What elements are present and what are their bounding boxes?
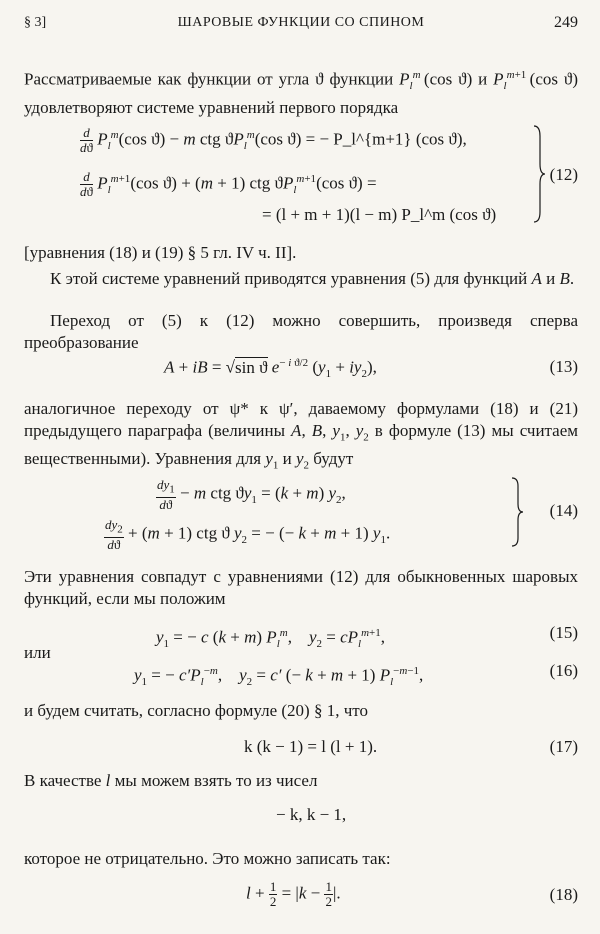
equation-15: $y_1$ = − c (k + m) $P_l^m$, $y_2 = cP_l^{m+1}$, [156, 627, 386, 651]
paragraph-1: Рассматриваемые как функции от угла ϑ функции $P_l^m$ (cos ϑ) и $P_l^{m+1}$ (cos ϑ) удовлетворяют системе уравнений первого порядка [24, 69, 578, 118]
equation-number-17: (17) [549, 737, 578, 756]
paragraph-9: В качестве l мы можем взять то из чисел [24, 771, 318, 790]
running-title: ШАРОВЫЕ ФУНКЦИИ СО СПИНОМ [177, 15, 425, 30]
equation-number-15: (15) [549, 623, 578, 642]
paragraph-4: Переход от (5) к (12) можно совершить, произведя сперва преобразование [24, 311, 578, 352]
equation-16: $y_1$ = − $c'P_l^{-m}$, $y_2 = c'$ (− k + m + 1) $P_l^{-m-1}$, [134, 665, 424, 689]
right-brace-12 [532, 124, 546, 224]
equation-13: A + iB = √sin ϑ $e^{- i ϑ/2}$ $(y_1 + iy_2)$, [164, 357, 377, 381]
paragraph-10: которое не отрицательно. Это можно записать так: [24, 849, 391, 868]
equation-12-line-3: = (l + m + 1)(l − m) P_l^m (cos ϑ) [262, 205, 497, 224]
equation-17: k (k − 1) = l (l + 1). [244, 737, 378, 756]
equation-roots: − k, k − 1, [276, 805, 347, 824]
right-brace-14 [510, 476, 524, 548]
equation-12-line-2: $\frac{d}{dϑ}$ $P_l^{m+1}(\cos$ ϑ) + (m + 1) ctg $ϑP_l^{m+1}(\cos$ ϑ) = [80, 169, 377, 200]
paragraph-6: Эти уравнения совпадут с уравнениями (12) для обыкновенных шаровых функций, если мы положим [24, 567, 578, 608]
paragraph-5: аналогичное переходу от ψ* к ψ′, даваемому формулами (18) и (21) предыдущего параграфа (величины A, B, $y_1$, $y_2$ в формуле (13) мы считаем вещественными). Уравнения для $y_1$ и $y_2$ будут [24, 399, 579, 472]
equation-number-18: (18) [549, 885, 578, 904]
equation-12-rhs-1: = − P_l^{m+1} (cos ϑ), [305, 129, 467, 149]
page-number: 249 [554, 14, 578, 31]
book-page [24, 0, 578, 934]
paragraph-7: или [24, 643, 51, 662]
equation-number-16: (16) [549, 661, 578, 680]
equation-number-14: (14) [549, 501, 578, 520]
equation-14-line-2: $\frac{dy_2}{dϑ}$ + (m + 1) ctg ϑ $y_2$ = − (− k + m + 1) $y_1$. [105, 517, 391, 552]
section-mark: § 3] [24, 15, 47, 30]
equation-12-line-1: $\frac{d}{dϑ}$ $P_l^m(\cos$ ϑ) − m ctg $ϑP_l^m(\cos$ ϑ) = − P_l^{m+1} (cos ϑ), [80, 125, 467, 156]
equation-14-line-1: $\frac{dy_1}{dϑ}$ − m ctg $ϑy_1 = (k + m)$ $y_2$, [157, 477, 346, 512]
equation-number-13: (13) [549, 357, 578, 376]
equation-18: l + $\frac{1}{2}$ = |k − $\frac{1}{2}$ |. [246, 879, 341, 909]
equation-number-12: (12) [549, 165, 578, 184]
paragraph-3: К этой системе уравнений приводятся уравнения (5) для функций A и B. [50, 269, 575, 288]
paragraph-8: и будем считать, согласно формуле (20) § 1, что [24, 701, 368, 720]
paragraph-2: [уравнения (18) и (19) § 5 гл. IV ч. II]. [24, 243, 297, 262]
